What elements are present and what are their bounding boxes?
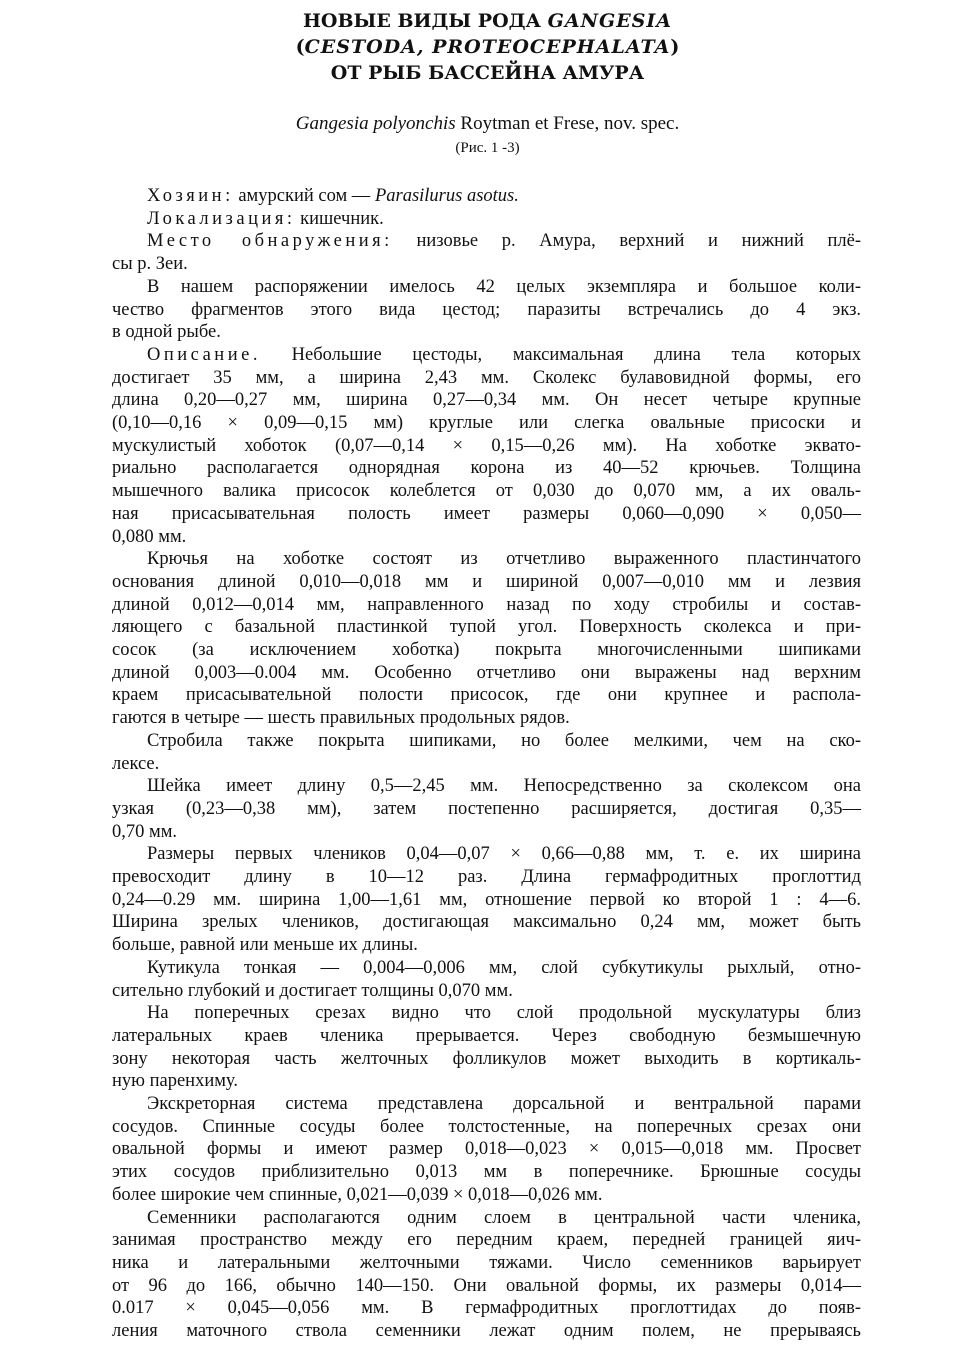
place-label: Место обнаружения:	[147, 231, 393, 252]
line-text: Экскреторная система представлена дорсальной и вентральной парами	[147, 1094, 861, 1114]
line-text: этих сосудов приблизительно 0,013 мм в поперечнике. Брюшные сосуды	[112, 1162, 861, 1183]
line-text: мышечного валика присосок колеблется от 0,030 до 0,070 мм, а их оваль-	[112, 481, 861, 502]
host-label: Хозяин:	[147, 186, 234, 206]
title-line-1	[0, 8, 975, 34]
text-line	[112, 980, 861, 1002]
text-line	[112, 662, 861, 684]
line-text: сосок (за исключением хоботка) покрыта многочисленными шипиками	[112, 640, 861, 660]
text-line	[147, 775, 861, 797]
species-authors: Roytman et Frese, nov. spec.	[460, 113, 680, 134]
text-line	[112, 1025, 861, 1047]
line-text: Ширина зрелых члеников, достигающая максимально 0,24 мм, может быть	[112, 912, 861, 933]
line-text: краем присасывательной полости присосок, где они крупнее и распола-	[112, 685, 861, 706]
line-text: в одной рыбе.	[112, 322, 221, 343]
text-line	[147, 957, 861, 979]
line-text: 0,70 мм.	[112, 821, 178, 842]
text-line	[112, 911, 861, 933]
text-line	[112, 684, 861, 706]
text-line	[112, 1070, 861, 1092]
text-line	[147, 1207, 861, 1229]
text-line	[112, 1275, 861, 1297]
line-text: ную паренхиму.	[112, 1071, 238, 1092]
text-line	[112, 798, 861, 820]
line-text: 0,080 мм.	[112, 526, 187, 547]
text-line	[147, 730, 861, 752]
line-text: зону некоторая часть желточных фолликулов может выходить в кортикаль-	[112, 1048, 861, 1069]
text-line	[112, 412, 861, 434]
text-line	[112, 1252, 861, 1274]
line-text: (0,10—0,16 × 0,09—0,15 мм) круглые или слегка овальные присоски и	[112, 413, 861, 433]
line-text: Размеры первых члеников 0,04—0,07 × 0,66—0,88 мм, т. е. их ширина	[147, 844, 861, 865]
title-taxa: CESTODA, PROTEOCEPHALATA	[304, 36, 671, 58]
text-line	[112, 1116, 861, 1138]
species-name: Gangesia polyonchis	[295, 113, 456, 134]
line-text: ника и латеральными желточными тяжами. Число семенников варьирует	[112, 1252, 861, 1273]
text-line	[147, 843, 861, 865]
text-line	[147, 276, 861, 298]
text-line	[112, 889, 861, 911]
figure-reference: (Рис. 1 -3)	[455, 140, 520, 156]
title-paren-open: (	[295, 36, 305, 58]
localization-value: кишечник.	[300, 208, 384, 229]
line-text: больше, равной или меньше их длины.	[112, 935, 418, 956]
host-field	[147, 185, 861, 207]
text-line	[112, 321, 861, 343]
text-line	[147, 1093, 861, 1115]
line-text: Стробила также покрыта шипиками, но более мелкими, чем на ско-	[147, 730, 861, 751]
text-line	[147, 548, 861, 570]
line-text: мускулистый хоботок (0,07—0,14 × 0,15—0,26 мм). На хоботке эквато-	[112, 435, 861, 456]
text-line	[112, 1161, 861, 1183]
line-text: занимая пространство между его передним краем, передней границей яич-	[112, 1230, 861, 1251]
line-text: узкая (0,23—0,38 мм), затем постепенно расширяется, достигая 0,35—	[112, 798, 861, 819]
text-line	[112, 821, 861, 843]
line-text: латеральных краев членика прерывается. Через свободную безмышечную	[112, 1025, 861, 1046]
text-line	[112, 1229, 861, 1251]
title-genus: GANGESIA	[547, 10, 673, 32]
host-value: амурский сом —	[238, 186, 371, 206]
title-line-3: ОТ РЫБ БАССЕЙНА АМУРА	[330, 62, 645, 84]
text-line	[147, 344, 861, 366]
line-text: достигает 35 мм, а ширина 2,43 мм. Сколекс булавовидной формы, его	[112, 367, 861, 388]
text-line	[112, 571, 861, 593]
text-line	[112, 866, 861, 888]
text-line	[112, 753, 861, 775]
text-line	[112, 1048, 861, 1070]
line-text: основания длиной 0,010—0,018 мм и шириной 0,007—0,010 мм и лезвия	[112, 571, 861, 592]
text-line	[112, 367, 861, 389]
title-text: НОВЫЕ ВИДЫ РОДА	[302, 10, 542, 32]
text-line	[112, 503, 861, 525]
text-line	[112, 616, 861, 638]
line-text: риально располагается однорядная корона из 40—52 крючьев. Толщина	[112, 458, 861, 479]
text-line	[112, 639, 861, 661]
line-text: длина 0,20—0,27 мм, ширина 0,27—0,34 мм. Он несет четыре крупные	[112, 390, 861, 411]
line-text: превосходит длину в 10—12 раз. Длина гермафродитных проглоттид	[112, 867, 861, 887]
line-text: длиной 0,012—0,014 мм, направленного назад по ходу стробилы и состав-	[112, 594, 861, 615]
text-line	[112, 389, 861, 411]
text-line	[112, 594, 861, 616]
line-text: 0.017 × 0,045—0,056 мм. В гермафродитных проглоттидах до появ-	[112, 1298, 861, 1319]
line-text: сительно глубокий и достигает толщины 0,070 мм.	[112, 980, 513, 1001]
host-latin-name: Parasilurus asotus.	[374, 186, 519, 206]
description-label: Описание.	[147, 344, 261, 365]
text-line	[112, 435, 861, 457]
line-text: ления маточного ствола семенники лежат одним полем, не прерываясь	[112, 1321, 861, 1341]
title-paren-close: )	[670, 36, 680, 58]
line-text: сосудов. Спинные сосуды более толстостенные, на поперечных срезах они	[112, 1116, 861, 1137]
line-text: 0,24—0.29 мм. ширина 1,00—1,61 мм, отношение первой ко второй 1 : 4—6.	[112, 889, 861, 910]
line-text: лексе.	[112, 753, 160, 774]
species-heading	[0, 112, 975, 136]
line-text: от 96 до 166, обычно 140—150. Они овальной формы, их размеры 0,014—	[112, 1275, 861, 1296]
line-text: В нашем распоряжении имелось 42 целых экземпляра и большое коли-	[147, 276, 861, 297]
localization-field	[147, 208, 861, 230]
line-text: Шейка имеет длину 0,5—2,45 мм. Непосредственно за сколексом она	[147, 776, 861, 797]
line-text: более широкие чем спинные, 0,021—0,039 × 0,018—0,026 мм.	[112, 1184, 603, 1205]
place-value: низовье р. Амура, верхний и нижний плё-	[416, 231, 862, 252]
text-line	[112, 1297, 861, 1319]
line-text: чество фрагментов этого вида цестод; паразиты встречались до 4 экз.	[112, 299, 861, 320]
line-text: Семенники располагаются одним слоем в центральной части членика,	[147, 1207, 861, 1228]
line-text: длиной 0,003—0.004 мм. Особенно отчетливо они выражены над верхним	[112, 662, 861, 683]
line-text: ляющего с базальной пластинкой тупой угол. Поверхность сколекса и при-	[112, 617, 861, 638]
text-line	[112, 934, 861, 956]
text-line	[112, 1184, 861, 1206]
text-line	[112, 480, 861, 502]
title-line-2	[0, 34, 975, 60]
line-text: овальной формы и имеют размер 0,018—0,023 × 0,015—0,018 мм. Просвет	[112, 1139, 861, 1160]
text-line	[112, 1138, 861, 1160]
place-field	[147, 230, 861, 252]
line-text: Небольшие цестоды, максимальная длина тела которых	[291, 344, 861, 365]
text-line	[112, 1320, 861, 1342]
text-line	[112, 457, 861, 479]
line-text: На поперечных срезах видно что слой продольной мускулатуры близ	[147, 1003, 861, 1024]
text-line	[147, 1002, 861, 1024]
line-text: гаются в четыре — шесть правильных продольных рядов.	[112, 708, 570, 729]
line-text: Крючья на хоботке состоят из отчетливо выраженного пластинчатого	[147, 549, 861, 570]
line-text: ная присасывательная полость имеет размеры 0,060—0,090 × 0,050—	[112, 503, 861, 524]
text-line	[112, 526, 861, 548]
place-field-cont: сы р. Зеи.	[112, 254, 188, 275]
text-line	[112, 299, 861, 321]
line-text: Кутикула тонкая — 0,004—0,006 мм, слой субкутикулы рыхлый, отно-	[147, 957, 861, 978]
localization-label: Локализация:	[147, 208, 296, 229]
text-line	[112, 707, 861, 729]
